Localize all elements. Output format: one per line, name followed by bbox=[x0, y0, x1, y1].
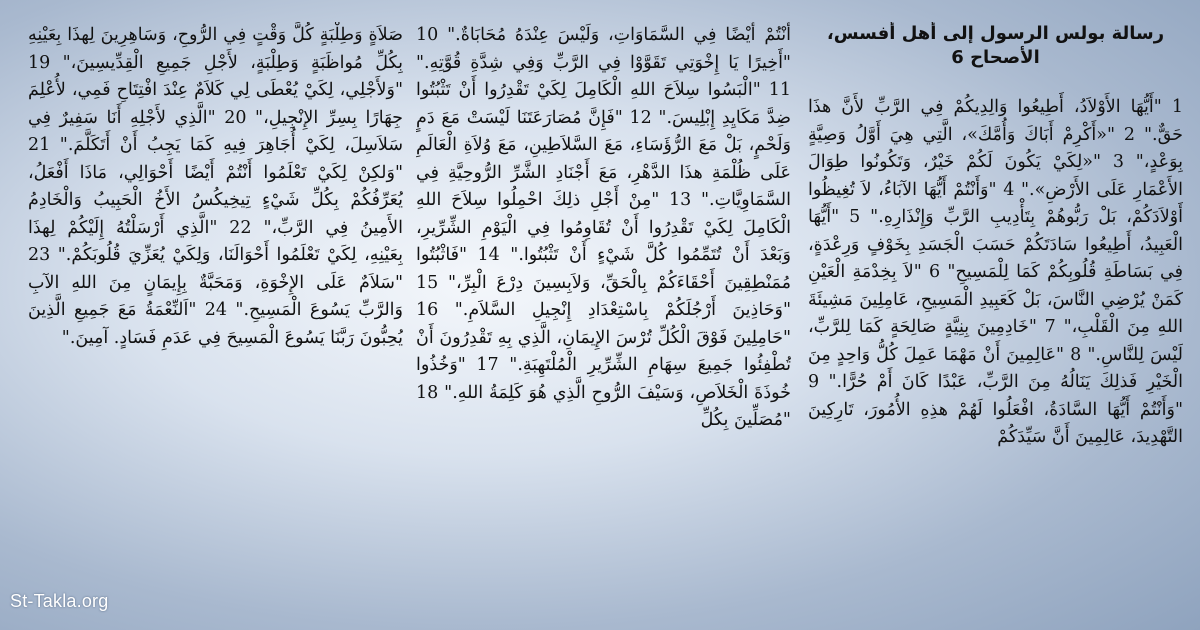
verses-left: صَلاَةٍ وَطِلْبَةٍ كُلَّ وَقْتٍ فِي الرُّوحِ، وَسَاهِرِينَ لِهذَا بِعَيْنِهِ بِكُلِّ مُواظَبَةٍ وَطِلْبَةٍ، لأَجْلِ جَمِيعِ الْقِدِّيسِينَ،" 19 "وَلأَجْلِي، لِكَيْ يُعْطَى لِي كَلاَمٌ عِنْدَ افْتِتَاحِ فَمِي، لأُعْلِمَ جِهَارًا بِسِرِّ الإِنْجِيلِ،" 20 "الَّذِي لأَجْلِهِ أَنَا سَفِيرٌ فِي سَلاَسِلَ، لِكَيْ أُجَاهِرَ فِيهِ كَمَا يَجِبُ أَنْ أَتَكَلَّمَ." 21 "وَلكِنْ لِكَيْ تَعْلَمُوا أَنْتُمْ أَيْضًا أَحْوَالِي، مَاذَا أَفْعَلُ، يُعَرِّفُكُمْ بِكُلِّ شَيْءٍ تِيخِيكُسُ الأَخُ الْحَبِيبُ وَالْخَادِمُ الأَمِينُ فِي الرَّبِّ،" 22 "الَّذِي أَرْسَلْتُهُ إِلَيْكُمْ لِهذَا بِعَيْنِهِ، لِكَيْ تَعْلَمُوا أَحْوَالَنَا، وَلِكَيْ يُعَزِّيَ قُلُوبَكُمْ." 23 "سَلاَمٌ عَلَى الإِخْوَةِ، وَمَحَبَّةٌ بِإِيمَانٍ مِنَ اللهِ الآبِ وَالرَّبِّ يَسُوعَ الْمَسِيحِ." 24 "اَلنِّعْمَةُ مَعَ جَمِيعِ الَّذِينَ يُحِبُّونَ رَبَّنَا يَسُوعَ الْمَسِيحَ فِي عَدَمِ فَسَادٍ. آمِينَ." bbox=[28, 25, 403, 348]
site-watermark: St-Takla.org bbox=[10, 591, 109, 611]
verses-middle: أَنْتُمْ أَيْضًا فِي السَّمَاوَاتِ، وَلَيْسَ عِنْدَهُ مُحَابَاةٌ." 10 "أَخِيرًا يَا إِخْوَتِي تَقَوَّوْا فِي الرَّبِّ وَفِي شِدَّةِ قُوَّتِهِ." 11 "الْبَسُوا سِلاَحَ اللهِ الْكَامِلَ لِكَيْ تَقْدِرُوا أَنْ تَثْبُتُوا ضِدَّ مَكَايِدِ إِبْلِيسَ." 12 "فَإِنَّ مُصَارَعَتَنَا لَيْسَتْ مَعَ دَمٍ وَلَحْمٍ، بَلْ مَعَ الرُّؤَسَاءِ، مَعَ السَّلاَطِينِ، مَعَ وُلاَةِ الْعَالَمِ عَلَى ظُلْمَةِ هذَا الدَّهْرِ، مَعَ أَجْنَادِ الشَّرِّ الرُّوحِيَّةِ فِي السَّمَاوِيَّاتِ." 13 "مِنْ أَجْلِ ذلِكَ احْمِلُوا سِلاَحَ اللهِ الْكَامِلَ لِكَيْ تَقْدِرُوا أَنْ تُقَاوِمُوا فِي الْيَوْمِ الشِّرِّيرِ، وَبَعْدَ أَنْ تُتَمِّمُوا كُلَّ شَيْءٍ أَنْ تَثْبُتُوا." 14 "فَاثْبُتُوا مُمَنْطِقِينَ أَحْقَاءَكُمْ بِالْحَقِّ، وَلاَبِسِينَ دِرْعَ الْبِرِّ،" 15 "وَحَاذِينَ أَرْجُلَكُمْ بِاسْتِعْدَادِ إِنْجِيلِ السَّلاَمِ." 16 "حَامِلِينَ فَوْقَ الْكُلِّ تُرْسَ الإِيمَانِ، الَّذِي بِهِ تَقْدِرُونَ أَنْ تُطْفِئُوا جَمِيعَ سِهَامِ الشِّرِّيرِ الْمُلْتَهِبَةِ." 17 "وَخُذُوا خُوذَةَ الْخَلاَصِ، وَسَيْفَ الرُّوحِ الَّذِي هُوَ كَلِمَةُ اللهِ." 18 "مُصَلِّينَ بِكُلِّ bbox=[416, 25, 791, 430]
verses-right: 1 "أَيُّهَا الأَوْلاَدُ، أَطِيعُوا وَالِدِيكُمْ فِي الرَّبِّ لأَنَّ هذَا حَقٌّ." 2 "«أَكْرِمْ أَبَاكَ وَأُمَّكَ»، الَّتِي هِيَ أَوَّلُ وَصِيَّةٍ بِوَعْدٍ،" 3 "«لِكَيْ يَكُونَ لَكُمْ خَيْرٌ، وَتَكُونُوا طِوَالَ الأَعْمَارِ عَلَى الأَرْضِ»." 4 "وَأَنْتُمْ أَيُّهَا الآبَاءُ، لاَ تُغِيظُوا أَوْلاَدَكُمْ، بَلْ رَبُّوهُمْ بِتَأْدِيبِ الرَّبِّ وَإِنْذَارِهِ." 5 "أَيُّهَا الْعَبِيدُ، أَطِيعُوا سَادَتَكُمْ حَسَبَ الْجَسَدِ بِخَوْفٍ وَرِعْدَةٍ، فِي بَسَاطَةِ قُلُوبِكُمْ كَمَا لِلْمَسِيحِ" 6 "لاَ بِخِدْمَةِ الْعَيْنِ كَمَنْ يُرْضِي النَّاسَ، بَلْ كَعَبِيدِ الْمَسِيحِ، عَامِلِينَ مَشِيئَةَ اللهِ مِنَ الْقَلْبِ،" 7 "خَادِمِينَ بِنِيَّةٍ صَالِحَةٍ كَمَا لِلرَّبِّ، لَيْسَ لِلنَّاسِ." 8 "عَالِمِينَ أَنْ مَهْمَا عَمِلَ كُلُّ وَاحِدٍ مِنَ الْخَيْرِ فَذلِكَ يَنَالُهُ مِنَ الرَّبِّ، عَبْدًا كَانَ أَمْ حُرًّا." 9 "وَأَنْتُمْ أَيُّهَا السَّادَةُ، افْعَلُوا لَهُمْ هذِهِ الأُمُورَ، تَارِكِينَ التَّهْدِيدَ، عَالِمِينَ أَنَّ سَيِّدَكُمْ bbox=[808, 97, 1183, 447]
title-book: رسالة بولس الرسول إلى أهل أفسس، bbox=[826, 23, 1165, 44]
text-column-middle bbox=[416, 22, 791, 622]
text-column-right bbox=[808, 22, 1183, 622]
page-title bbox=[808, 22, 1183, 70]
text-column-left bbox=[28, 22, 403, 622]
title-chapter: الأصحاح 6 bbox=[951, 47, 1040, 68]
